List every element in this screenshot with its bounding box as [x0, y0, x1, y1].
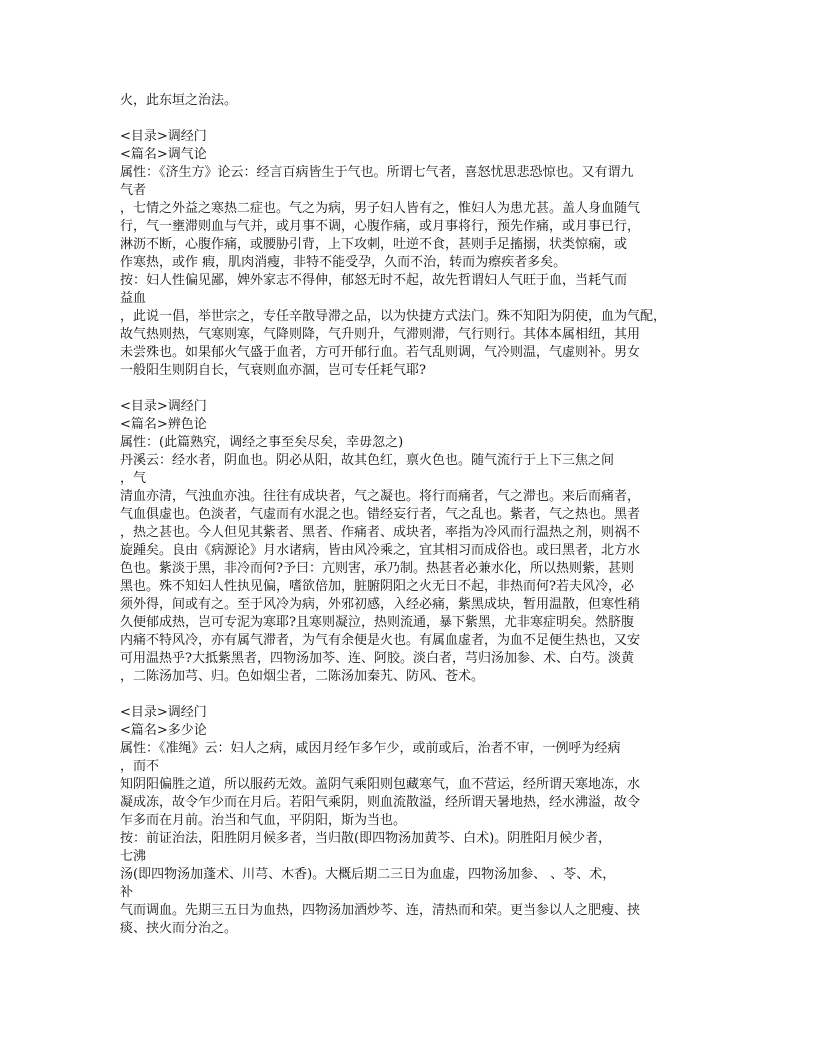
directory-label: <目录>调经门 [120, 705, 207, 720]
text-line: ，气 [120, 471, 147, 486]
text-line: 汤(即四物汤加蓬术、川芎、木香)。大概后期二三日为血虚，四物汤加参、 、苓、术， [120, 867, 616, 882]
text-line: 可用温热乎?大抵紫黑者，四物汤加芩、连、阿胶。淡白者，芎归汤加参、术、白芍。淡黄 [120, 651, 634, 666]
text-line: 气血俱虚也。色淡者，气虚而有水混之也。错经妄行者，气之乱也。紫者，气之热也。黑者 [120, 507, 641, 522]
text-line: 一般阳生则阴自长，气衰则血亦涸，岂可专任耗气耶? [120, 363, 426, 378]
text-line: 故气热则热，气寒则寒，气降则降，气升则升，气滞则滞，气行则行。其体本属相纽，其用 [120, 327, 641, 342]
text-line: 属性：《准绳》云：妇人之病，咸因月经乍多乍少，或前或后，治者不审，一例呼为经病 [120, 741, 621, 756]
text-line: 补 [120, 885, 134, 900]
text-line: 丹溪云：经水者，阴血也。阴必从阳，故其色红，禀火色也。随气流行于上下三焦之间 [120, 453, 615, 468]
text-line: 须外得，间或有之。至于风冷为病，外邪初感，入经必痛，紫黑成块，暂用温散，但寒性稍 [120, 597, 641, 612]
text-line: 益血 [120, 291, 147, 306]
article-title: <篇名>调气论 [120, 147, 207, 162]
text-line: 旋踵矣。良由《病源论》月水诸病，皆由风冷乘之，宜其相习而成俗也。或曰黑者，北方水 [120, 543, 641, 558]
directory-label: <目录>调经门 [120, 129, 207, 144]
intro-line: 火，此东垣之治法。 [120, 93, 238, 108]
text-line: 凝成冻，故令乍少而在月后。若阳气乘阴，则血流散溢，经所谓天暑地热，经水沸溢，故令 [120, 795, 641, 810]
section-gap [120, 686, 700, 704]
text-line: 内痛不特风冷，亦有属气滞者，为气有余便是火也。有属血虚者，为血不足便生热也，又安 [120, 633, 641, 648]
text-line: 行，气一壅滞则血与气并，或月事不调，心腹作痛，或月事将行，预先作痛，或月事已行， [120, 219, 641, 234]
text-line: 淋沥不断，心腹作痛，或腰胁引背，上下攻刺，吐逆不食，甚则手足搐搦，状类惊痫，或 [120, 237, 628, 252]
document-page [120, 92, 700, 938]
section-gap [120, 110, 700, 128]
text-line: 色也。紫淡于黑，非冷而何?予曰：亢则害，承乃制。热甚者必兼水化，所以热则紫，甚则 [120, 561, 634, 576]
text-line: 按：妇人性偏见鄙，婢外家志不得伸，郁怒无时不起，故先哲谓妇人气旺于血，当耗气而 [120, 273, 628, 288]
text-line: ，而不 [120, 759, 160, 774]
text-line: 黑也。殊不知妇人性执见偏，嗜欲倍加，脏腑阴阳之火无日不起，非热而何?若夫风冷，必 [120, 579, 634, 594]
text-line: 清血亦清，气浊血亦浊。往往有成块者，气之凝也。将行而痛者，气之滞也。来后而痛者， [120, 489, 641, 504]
directory-label: <目录>调经门 [120, 399, 207, 414]
text-line: ，热之甚也。今人但见其紫者、黑者、作痛者、成块者，率指为冷风而行温热之剂，则祸不 [120, 525, 641, 540]
text-line: 七沸 [120, 849, 147, 864]
text-line: 作寒热，或作 瘕，肌肉消瘦，非特不能受孕，久而不治，转而为瘵疾者多矣。 [120, 255, 567, 270]
text-line: 气者 [120, 183, 147, 198]
text-line: 未尝殊也。如果郁火气盛于血者，方可开郁行血。若气乱则调，气冷则温，气虚则补。男女 [120, 345, 641, 360]
section-duo-shao-lun [120, 704, 700, 938]
text-line: ，此说一倡，举世宗之，专任辛散导滞之品，以为快捷方式法门。殊不知阳为阴使，血为气配， [120, 309, 667, 324]
text-line: 气而调血。先期三五日为血热，四物汤加酒炒芩、连，清热而和荣。更当参以人之肥瘦、挟 [120, 903, 641, 918]
text-line: 属性：《济生方》论云：经言百病皆生于气也。所谓七气者，喜怒忧思悲恐惊也。又有谓九 [120, 165, 634, 180]
section-gap [120, 380, 700, 398]
text-line: 属性：(此篇熟究，调经之事至矣尽矣，幸毋忽之) [120, 435, 404, 450]
article-title: <篇名>多少论 [120, 723, 207, 738]
section-tiao-qi-lun [120, 128, 700, 380]
text-line: 痰、挟火而分治之。 [120, 921, 238, 936]
text-line: ，七情之外益之寒热二症也。气之为病，男子妇人皆有之，惟妇人为患尤甚。盖人身血随气 [120, 201, 641, 216]
section-bian-se-lun [120, 398, 700, 686]
text-line: 按：前证治法，阳胜阴月候多者，当归散(即四物汤加黄芩、白术)。阴胜阳月候少者， [120, 831, 612, 846]
text-line: 久便郁成热，岂可专泥为寒耶?且寒则凝泣，热则流通，暴下紫黑，尤非寒症明矣。然脐腹 [120, 615, 634, 630]
text-line: 乍多而在月前。治当和气血，平阴阳，斯为当也。 [120, 813, 407, 828]
article-title: <篇名>辨色论 [120, 417, 207, 432]
text-line: ，二陈汤加芎、归。色如烟尘者，二陈汤加秦艽、防风、苍术。 [120, 669, 485, 684]
text-line: 知阴阳偏胜之道，所以服药无效。盖阴气乘阳则包藏寒气，血不营运，经所谓天寒地冻，水 [120, 777, 641, 792]
